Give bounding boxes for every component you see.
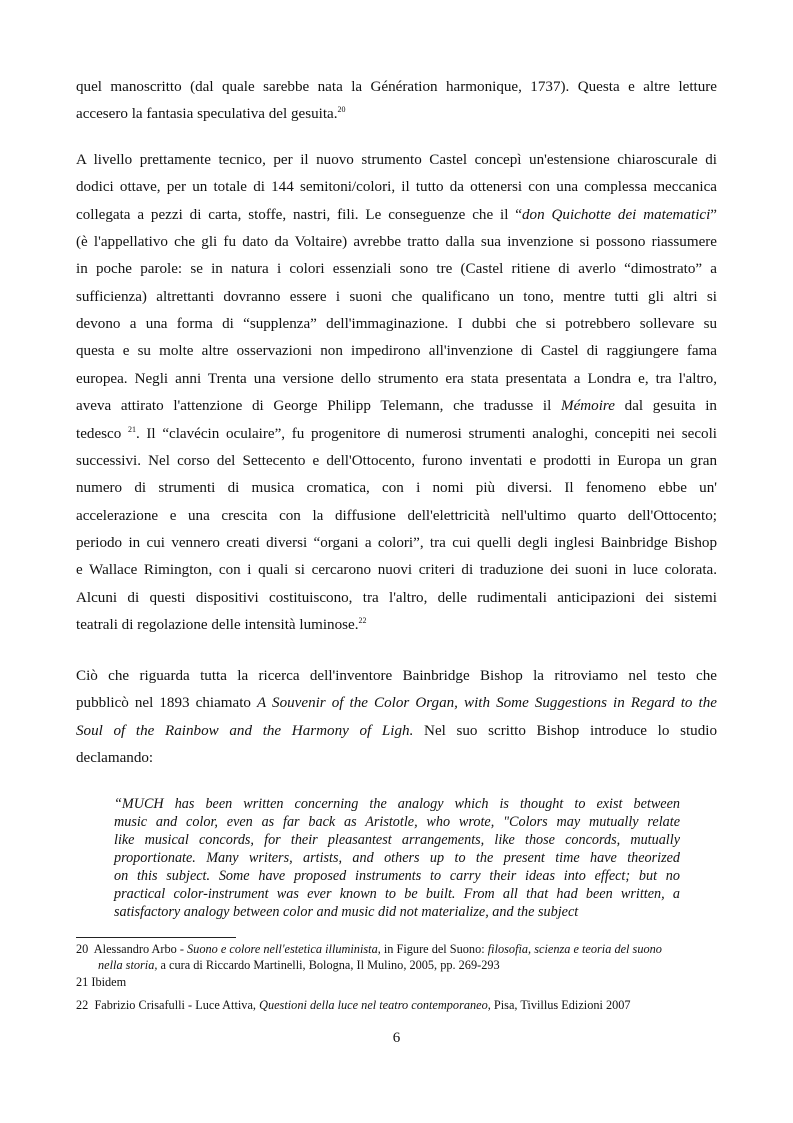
text-line: Ciò che riguarda tutta la ricerca dell'inventore Bainbridge Bishop la ritroviamo nel testo che [76,668,717,684]
text-line: dodici ottave, per un totale di 144 semitoni/colori, il tutto da ottenersi con una complessa meccanica [76,179,717,195]
footnote-ref-21[interactable]: 21 [127,425,136,434]
footnote-21 [76,974,726,990]
text-line: questa e su molte altre osservazioni non impedirono all'invenzione di Castel di raggiungere fama [76,343,717,359]
book-title: A Souvenir of the Color Organ, with Some Suggestions in Regard to the [257,695,717,711]
text-span: tedesco [76,426,128,442]
italic-span: don Quichotte dei matematici [521,207,711,223]
text-span: teatrali di regolazione delle intensità luminose. [76,617,359,633]
text-span: aveva attirato l'attenzione di George Philipp Telemann, che tradusse il [76,398,561,414]
text-line [76,424,717,444]
text-span: , in Figure del Suono: [377,942,488,956]
quote-line: on this subject. Some have proposed instruments to carry their ideas into effect; but no [114,868,680,884]
text-line [76,693,717,713]
text-span: a cura di Riccardo Martinelli, Bologna, Il Mulino, 2005, pp. 269-293 [157,958,500,972]
text-line: sufficienza) altrettanti dovranno essere i suoni che qualificano un tono, mentre tutti gli altri si [76,289,717,305]
text-line: quel manoscritto (dal quale sarebbe nata la Génération harmonique, 1737). Questa e altre letture [76,79,717,95]
italic-span: Mémoire [561,398,615,414]
page-number: 6 [392,1030,401,1046]
book-title: Soul of the Rainbow and the Harmony of Ligh. [76,723,414,739]
text-line: numero di strumenti di musica cromatica, con i nomi più diversi. Il fenomeno ebbe un' [76,480,717,496]
footnote-20 [76,941,726,973]
footnote-number: 21 [76,975,89,989]
text-line: e Wallace Rimington, con i quali si cercarono nuovi criteri di traduzione dei suoni in luce colorata. [76,562,717,578]
text-line [76,205,717,225]
text-span: . Il “clavécin oculaire”, fu progenitore di numerosi strumenti analoghi, concepiti nei secoli [135,426,717,442]
text-span: ” [710,207,717,223]
quote-line: “MUCH has been written concerning the analogy which is thought to exist between [114,796,680,812]
footnote-number: 20 [76,942,89,956]
text-span: Nel suo scritto Bishop introduce lo studio [413,723,717,739]
text-line: declamando: [76,750,154,766]
quote-line: satisfactory analogy between color and music did not materialize, and the subject [114,904,579,920]
quote-line: like musical concords, for their pleasantest arrangements, like those concords, mutually [114,832,680,848]
footnote-22 [76,997,726,1013]
quote-line: proportionate. Many writers, artists, and others up to the present time have theorized [114,850,680,866]
footnote-separator [76,937,236,938]
italic-span: filosofia, scienza e teoria del suono [487,942,662,956]
text-line [76,104,717,124]
text-span: , Pisa, Tivillus Edizioni 2007 [487,998,631,1012]
text-line: successivi. Nel corso del Settecento e dell'Ottocento, furono inventati e prodotti in Europa un gran [76,453,717,469]
footnote-ref-22[interactable]: 22 [358,616,367,625]
text-line [76,396,717,416]
text-span: accesero la fantasia speculativa del gesuita. [76,106,338,122]
text-span: Ibidem [91,975,127,989]
text-span: pubblicò nel 1893 chiamato [76,695,258,711]
text-line [76,721,717,741]
italic-span: nella storia, [98,958,158,972]
footnote-ref-20[interactable]: 20 [337,105,346,114]
italic-span: Questioni della luce nel teatro contemporaneo [259,998,488,1012]
text-span: collegata a pezzi di carta, stoffe, nastri, fili. Le conseguenze che il “ [76,207,522,223]
quote-line: practical color-instrument was ever known to be built. From all that had been written, a [114,886,680,902]
text-line: periodo in cui vennero creati diversi “organi a colori”, tra cui quelli degli inglesi Bainbridge Bishop [76,535,717,551]
text-span: Fabrizio Crisafulli - Luce Attiva, [94,998,260,1012]
text-line: in poche parole: se in natura i colori essenziali sono tre (Castel ritiene di averlo “dimostrato” a [76,261,717,277]
text-line: devono a una forma di “supplenza” dell'immaginazione. I dubbi che si potrebbero sollevare su [76,316,717,332]
text-line: A livello prettamente tecnico, per il nuovo strumento Castel concepì un'estensione chiaroscurale di [76,152,717,168]
footnote-number: 22 [76,998,89,1012]
text-line: accelerazione e una crescita con la diffusione dell'elettricità nell'ultimo quarto dell'Ottocento; [76,508,717,524]
quote-line: music and color, even as far back as Aristotle, who wrote, "Colors may mutually relate [114,814,680,830]
text-line: europea. Negli anni Trenta una versione dello strumento era stata presentata a Londra e, tra l'altro, [76,371,717,387]
text-line: (è l'appellativo che gli fu dato da Voltaire) avrebbe tratto dalla sua invenzione si possono riassumere [76,234,717,250]
text-line [76,615,717,635]
italic-span: Suono e colore nell'estetica illuminista [187,942,378,956]
text-line: Alcuni di questi dispositivi costituiscono, tra l'altro, delle rudimentali anticipazioni dei sistemi [76,590,717,606]
text-span: dal gesuita in [614,398,717,414]
text-span: Alessandro Arbo - [93,942,188,956]
footnote-continuation [76,957,726,973]
